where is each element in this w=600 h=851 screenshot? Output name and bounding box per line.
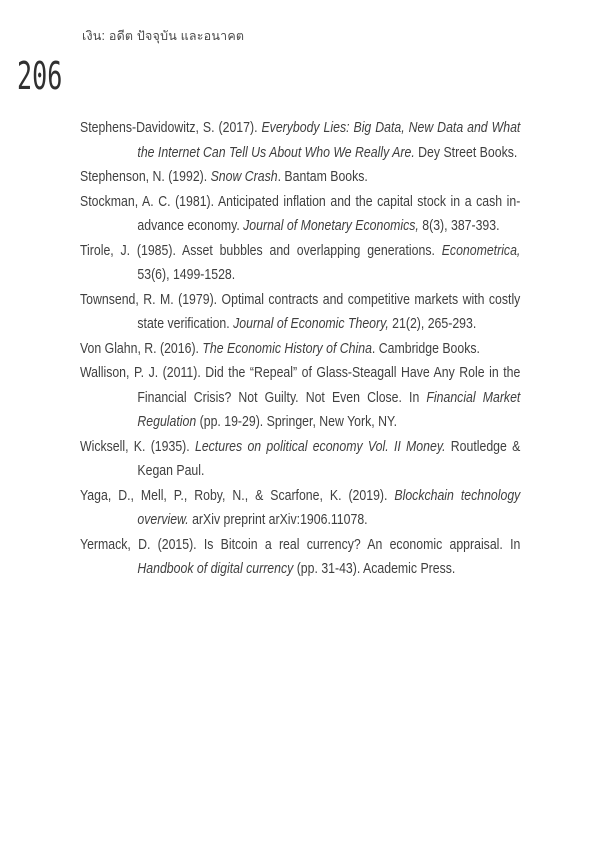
reference-entry	[80, 435, 520, 484]
reference-segment: Stephenson, N. (1992).	[80, 168, 211, 185]
reference-segment: . Bantam Books.	[277, 168, 368, 185]
reference-segment: 53(6), 1499-1528.	[137, 266, 236, 283]
reference-segment-italic: Journal of Economic Theory,	[233, 315, 389, 332]
reference-segment: Stephens-Davidowitz, S. (2017).	[80, 119, 262, 136]
reference-entry	[80, 337, 520, 362]
reference-entry	[80, 190, 520, 239]
reference-segment: Tirole, J. (1985). Asset bubbles and overlapping generations.	[80, 241, 442, 259]
reference-entry	[80, 361, 520, 435]
reference-segment: (pp. 31-43). Academic Press.	[293, 560, 456, 577]
reference-segment: 21(2), 265-293.	[388, 315, 477, 332]
reference-segment: Yermack, D. (2015). Is Bitcoin a real currency? An economic appraisal. In	[80, 535, 521, 553]
reference-segment: Dey Street Books.	[414, 143, 518, 161]
reference-segment: Von Glahn, R. (2016).	[80, 339, 203, 357]
reference-segment-italic: Snow Crash	[210, 168, 278, 185]
reference-entry	[80, 288, 520, 337]
reference-segment-italic: Econometrica,	[441, 241, 521, 259]
reference-segment-italic: Financial Market Regulation	[137, 388, 521, 430]
reference-segment: Stockman, A. C. (1981). Anticipated inflation and the capital stock in a cash in-advance economy.	[80, 192, 521, 234]
reference-segment-italic: Lectures on political economy Vol. II Money.	[194, 437, 446, 455]
reference-segment-italic: The Economic History of China	[202, 339, 372, 357]
page-number: 206	[17, 54, 63, 98]
reference-segment: 8(3), 387-393.	[418, 217, 500, 234]
reference-entry	[80, 165, 520, 190]
reference-entry	[80, 484, 520, 533]
reference-segment: Wallison, P. J. (2011). Did the “Repeal” of Glass-Steagall Have Any Role in the Financial Crisis? Not Guilty. Not Even Close. In	[80, 364, 521, 406]
reference-segment: Townsend, R. M. (1979). Optimal contracts and competitive markets with costly state verification.	[80, 290, 521, 332]
reference-entry	[80, 533, 520, 582]
reference-entry	[80, 239, 520, 288]
references-list	[80, 116, 520, 582]
reference-segment: Yaga, D., Mell, P., Roby, N., & Scarfone, K. (2019).	[80, 486, 395, 504]
reference-entry	[80, 116, 520, 165]
reference-segment: (pp. 19-29). Springer, New York, NY.	[196, 413, 397, 430]
reference-segment: Wicksell, K. (1935).	[80, 437, 195, 455]
reference-segment-italic: Handbook of digital currency	[137, 560, 294, 577]
reference-segment-italic: Blockchain technology overview.	[137, 486, 521, 528]
reference-segment-italic: Journal of Monetary Economics,	[243, 217, 419, 234]
reference-segment: arXiv preprint arXiv:1906.11078.	[188, 511, 368, 528]
reference-segment-italic: Everybody Lies: Big Data, New Data and What the Internet Can Tell Us About Who We Really Are.	[137, 119, 521, 161]
reference-segment: Routledge & Kegan Paul.	[137, 437, 521, 479]
running-header: เงิน: อดีต ปัจจุบัน และอนาคต	[82, 29, 245, 43]
reference-segment: . Cambridge Books.	[371, 339, 480, 357]
